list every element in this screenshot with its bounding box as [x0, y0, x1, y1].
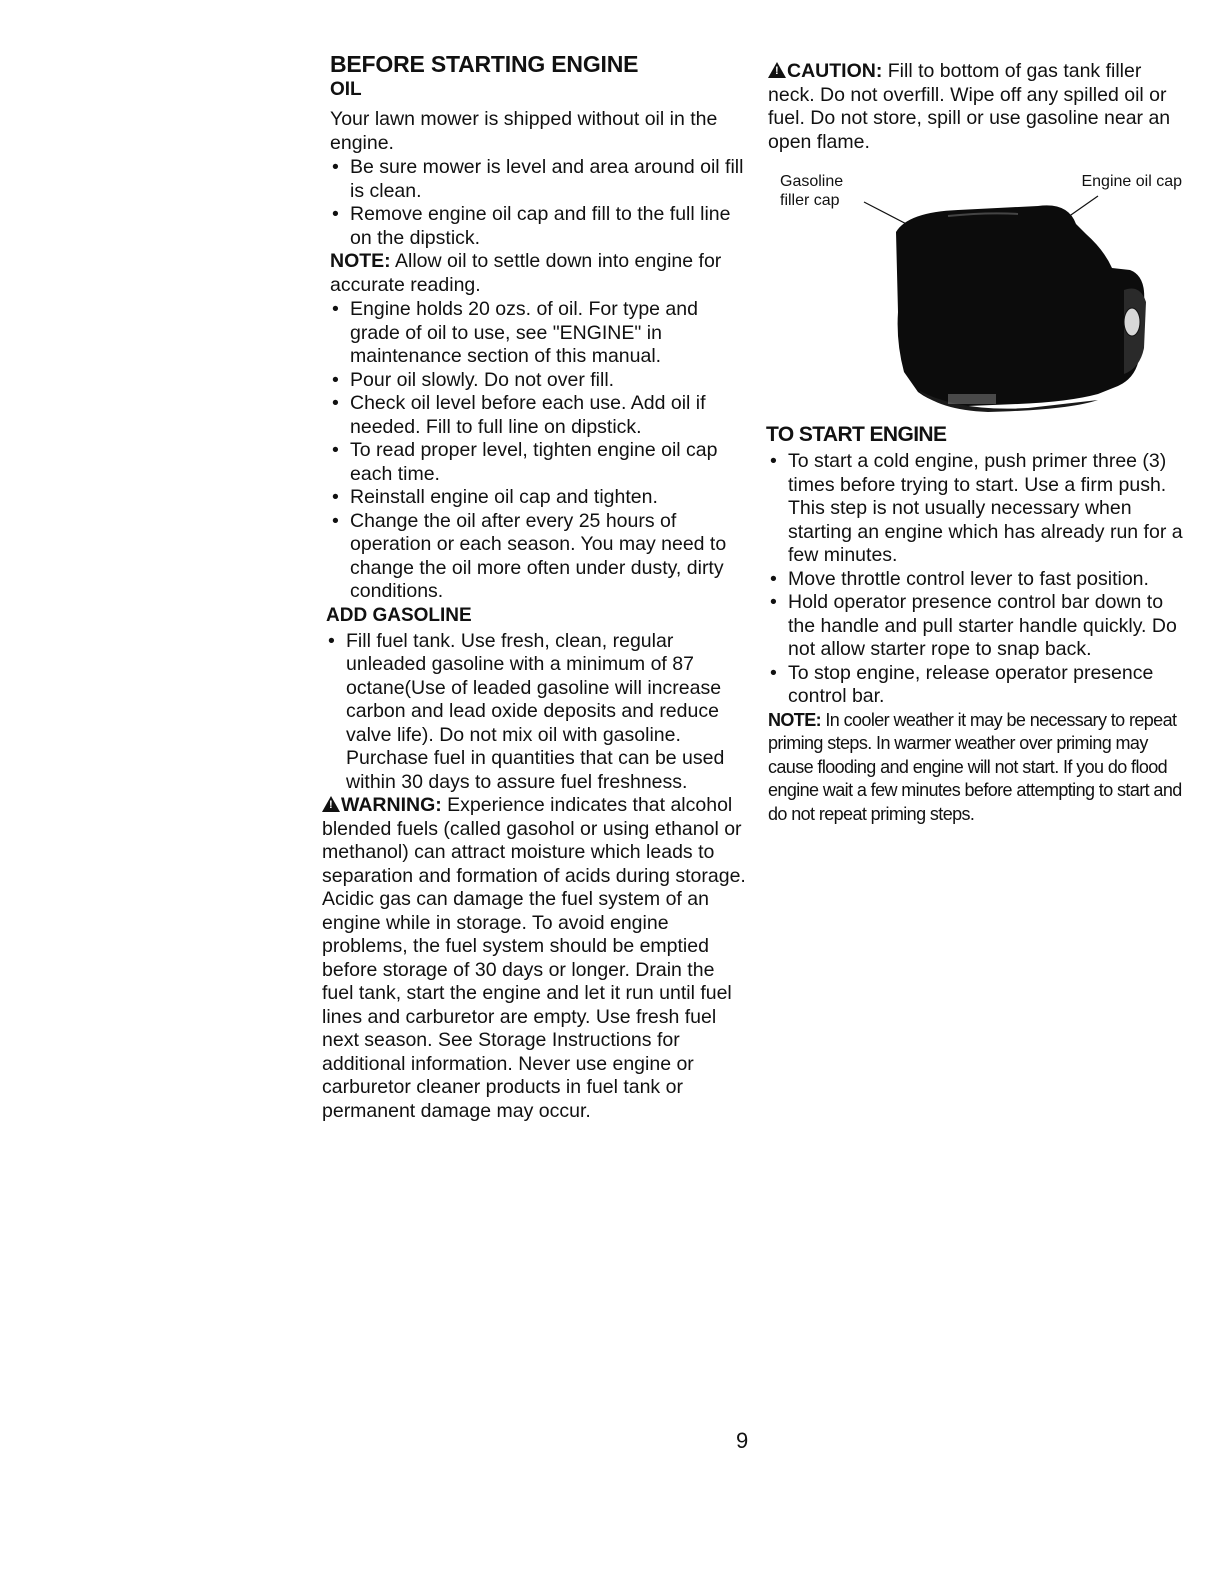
bullet-icon: • — [332, 298, 339, 320]
oil-heading: OIL — [330, 79, 362, 100]
starter-knob — [1124, 308, 1140, 336]
engine-oil-cap-label: Engine oil cap — [1081, 173, 1182, 190]
list-item: • Reinstall engine oil cap and tighten. — [332, 486, 658, 508]
oil-bullet-list-b — [330, 298, 748, 604]
bullet-icon: • — [332, 392, 339, 414]
gas-bullet-list — [326, 630, 748, 795]
list-item: • Check oil level before each use. Add oil if needed. Fill to full line on dipstick. — [332, 392, 706, 438]
engine-photo — [768, 172, 1188, 412]
bullet-icon: • — [332, 156, 339, 178]
caution-label: CAUTION: — [787, 60, 883, 82]
list-item: • To read proper level, tighten engine oil cap each time. — [332, 439, 718, 485]
add-gasoline-heading: ADD GASOLINE — [326, 604, 472, 626]
bullet-icon: • — [332, 486, 339, 508]
list-item: • To stop engine, release operator presence control bar. — [770, 661, 1154, 707]
list-item: • Pour oil slowly. Do not over fill. — [332, 368, 615, 391]
bullet-icon: • — [770, 661, 777, 684]
oil-bullet-list-a — [330, 156, 748, 250]
list-item: • Be sure mower is level and area around oil fill is clean. — [332, 156, 744, 202]
page-number: 9 — [736, 1428, 749, 1453]
warning-triangle-icon — [322, 796, 340, 812]
engine-figure — [768, 172, 1188, 412]
caution-block — [768, 60, 1188, 154]
left-column — [322, 50, 748, 1123]
engine-silhouette — [896, 205, 1144, 406]
bullet-icon: • — [332, 368, 339, 391]
list-item: • Change the oil after every 25 hours of operation or each season. You may need to change the oil more often under dusty, dirty conditions. — [332, 509, 727, 602]
bullet-icon: • — [332, 439, 339, 461]
oil-note: NOTE: Allow oil to settle down into engine for accurate reading. — [330, 250, 722, 296]
note-label: NOTE: — [330, 250, 391, 272]
start-note: NOTE: In cooler weather it may be necessary to repeat priming steps. In warmer weather over priming may cause flooding and engine will not start. If you do flood engine wait a few minutes before attempting to start and do not repeat priming steps. — [768, 709, 1182, 824]
oil-intro: Your lawn mower is shipped without oil in the engine. — [330, 108, 718, 154]
warning-text: Experience indicates that alcohol blended fuels (called gasohol or using ethanol or methanol) can attract moisture which leads to separation and formation of acids during storage. Acidic gas can damage the fuel system of an engine while in storage. To avoid engine problems, the fuel system should be emptied before storage of 30 days or longer. Drain the fuel tank, start the engine and let it run until fuel lines and carburetor are empty. Use fresh fuel next season. See Storage Instructions for additional information. Never use engine or carburetor cleaner products in fuel tank or permanent damage may occur. — [322, 794, 746, 1122]
list-item: • Hold operator presence control bar down to the handle and pull starter handle quickly. Do not allow starter rope to snap back. — [770, 591, 1177, 660]
warning-label: WARNING: — [341, 794, 442, 816]
caution-text: Fill to bottom of gas tank filler neck. Do not overfill. Wipe off any spilled oil or fuel. Do not store, spill or use gasoline near an open flame. — [768, 60, 1171, 153]
to-start-engine-heading: TO START ENGINE — [766, 423, 947, 446]
engine-base-plate — [948, 394, 996, 404]
warning-block — [322, 794, 748, 1123]
note-label: NOTE: — [768, 709, 821, 730]
bullet-icon: • — [332, 203, 339, 225]
list-item: • Remove engine oil cap and fill to the full line on the dipstick. — [332, 203, 731, 249]
list-item: • To start a cold engine, push primer three (3) times before trying to start. Use a firm push. This step is not usually necessary when starting an engine which has already run for a few minutes. — [770, 450, 1183, 566]
list-item: • Engine holds 20 ozs. of oil. For type and grade of oil to use, see "ENGINE" in maintenance section of this manual. — [332, 298, 698, 367]
caution-triangle-icon — [768, 62, 786, 78]
section-title-before-starting: BEFORE STARTING ENGINE — [330, 51, 639, 77]
bullet-icon: • — [770, 567, 777, 590]
bullet-icon: • — [328, 629, 335, 652]
list-item: • Fill fuel tank. Use fresh, clean, regular unleaded gasoline with a minimum of 87 octane(Use of leaded gasoline will increase carbon and lead oxide deposits and reduce valve life). Do not mix oil with gasoline. Purchase fuel in quantities that can be used within 30 days to assure fuel freshness. — [328, 629, 725, 793]
bullet-icon: • — [770, 450, 777, 472]
list-item: • Move throttle control lever to fast position. — [770, 567, 1149, 590]
gasoline-filler-cap-label: Gasoline filler cap — [780, 173, 844, 209]
right-column — [768, 60, 1188, 826]
start-bullet-list — [768, 450, 1188, 709]
bullet-icon: • — [332, 509, 339, 532]
bullet-icon: • — [770, 591, 777, 613]
